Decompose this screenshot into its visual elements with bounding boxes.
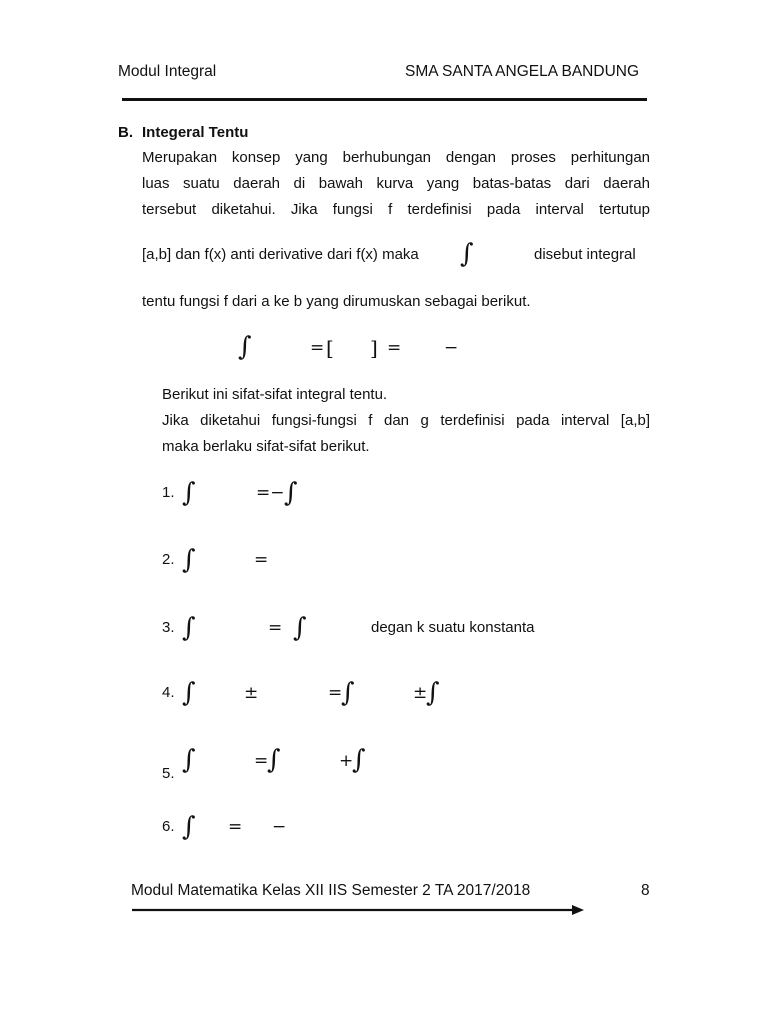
footer-arrow-icon xyxy=(130,903,586,917)
integral-symbol: ∫ xyxy=(182,678,196,708)
integral-symbol: ∫ xyxy=(426,678,440,708)
integral-symbol: ∫ xyxy=(238,332,252,362)
formula-equals: = xyxy=(310,338,325,358)
properties-intro-line: Jika diketahui fungsi-fungsi f dan g terdefinisi pada interval [a,b] xyxy=(162,412,650,429)
property-operator: =− xyxy=(256,483,285,503)
integral-symbol: ∫ xyxy=(341,678,355,708)
formula-equals: = xyxy=(387,338,402,358)
integral-symbol: ∫ xyxy=(182,613,196,643)
property-operator: − xyxy=(272,817,287,837)
integral-symbol: ∫ xyxy=(460,239,474,269)
property-operator: = xyxy=(228,817,243,837)
integral-symbol: ∫ xyxy=(352,745,366,775)
header-left: Modul Integral xyxy=(118,63,217,80)
property-number: 3. xyxy=(162,619,175,636)
para-line-5: tentu fungsi f dari a ke b yang dirumuskan sebagai berikut. xyxy=(142,293,531,310)
integral-symbol: ∫ xyxy=(182,745,196,775)
formula-left-bracket: [ xyxy=(326,336,334,360)
property-number: 1. xyxy=(162,484,175,501)
property-note: degan k suatu konstanta xyxy=(371,619,535,636)
property-number: 4. xyxy=(162,684,175,701)
para-line-4-left: [a,b] dan f(x) anti derivative dari f(x) maka xyxy=(142,246,419,263)
page-number: 8 xyxy=(641,882,650,899)
integral-symbol: ∫ xyxy=(293,613,307,643)
header-right: SMA SANTA ANGELA BANDUNG xyxy=(405,63,640,80)
integral-symbol: ∫ xyxy=(267,745,281,775)
para-line: Merupakan konsep yang berhubungan dengan proses perhitungan xyxy=(142,149,650,166)
properties-intro-line: Berikut ini sifat-sifat integral tentu. xyxy=(162,386,388,403)
property-operator: = xyxy=(254,751,269,771)
integral-symbol: ∫ xyxy=(182,812,196,842)
integral-symbol: ∫ xyxy=(182,478,196,508)
header-rule xyxy=(122,98,647,101)
property-operator: = xyxy=(328,683,343,703)
footer-text: Modul Matematika Kelas XII IIS Semester 2 TA 2017/2018 xyxy=(131,882,531,899)
property-operator: = xyxy=(268,618,283,638)
property-number: 2. xyxy=(162,551,175,568)
section-title: Integeral Tentu xyxy=(142,124,249,141)
property-operator: ± xyxy=(413,683,428,703)
para-line-4-right: disebut integral xyxy=(534,246,636,263)
formula-right-bracket: ] xyxy=(370,336,378,360)
property-operator: ± xyxy=(244,683,259,703)
para-line: luas suatu daerah di bawah kurva yang batas-batas dari daerah xyxy=(142,175,650,192)
section-letter: B. xyxy=(118,124,133,141)
property-operator: = xyxy=(254,550,269,570)
integral-symbol: ∫ xyxy=(182,545,196,575)
properties-intro-line: maka berlaku sifat-sifat berikut. xyxy=(162,438,370,455)
section-paragraph xyxy=(142,145,650,223)
property-operator: + xyxy=(339,751,354,771)
property-number: 6. xyxy=(162,818,175,835)
para-line: tersebut diketahui. Jika fungsi f terdefinisi pada interval tertutup xyxy=(142,201,650,218)
formula-minus: − xyxy=(444,338,459,358)
integral-symbol: ∫ xyxy=(284,478,298,508)
property-number: 5. xyxy=(162,765,175,782)
